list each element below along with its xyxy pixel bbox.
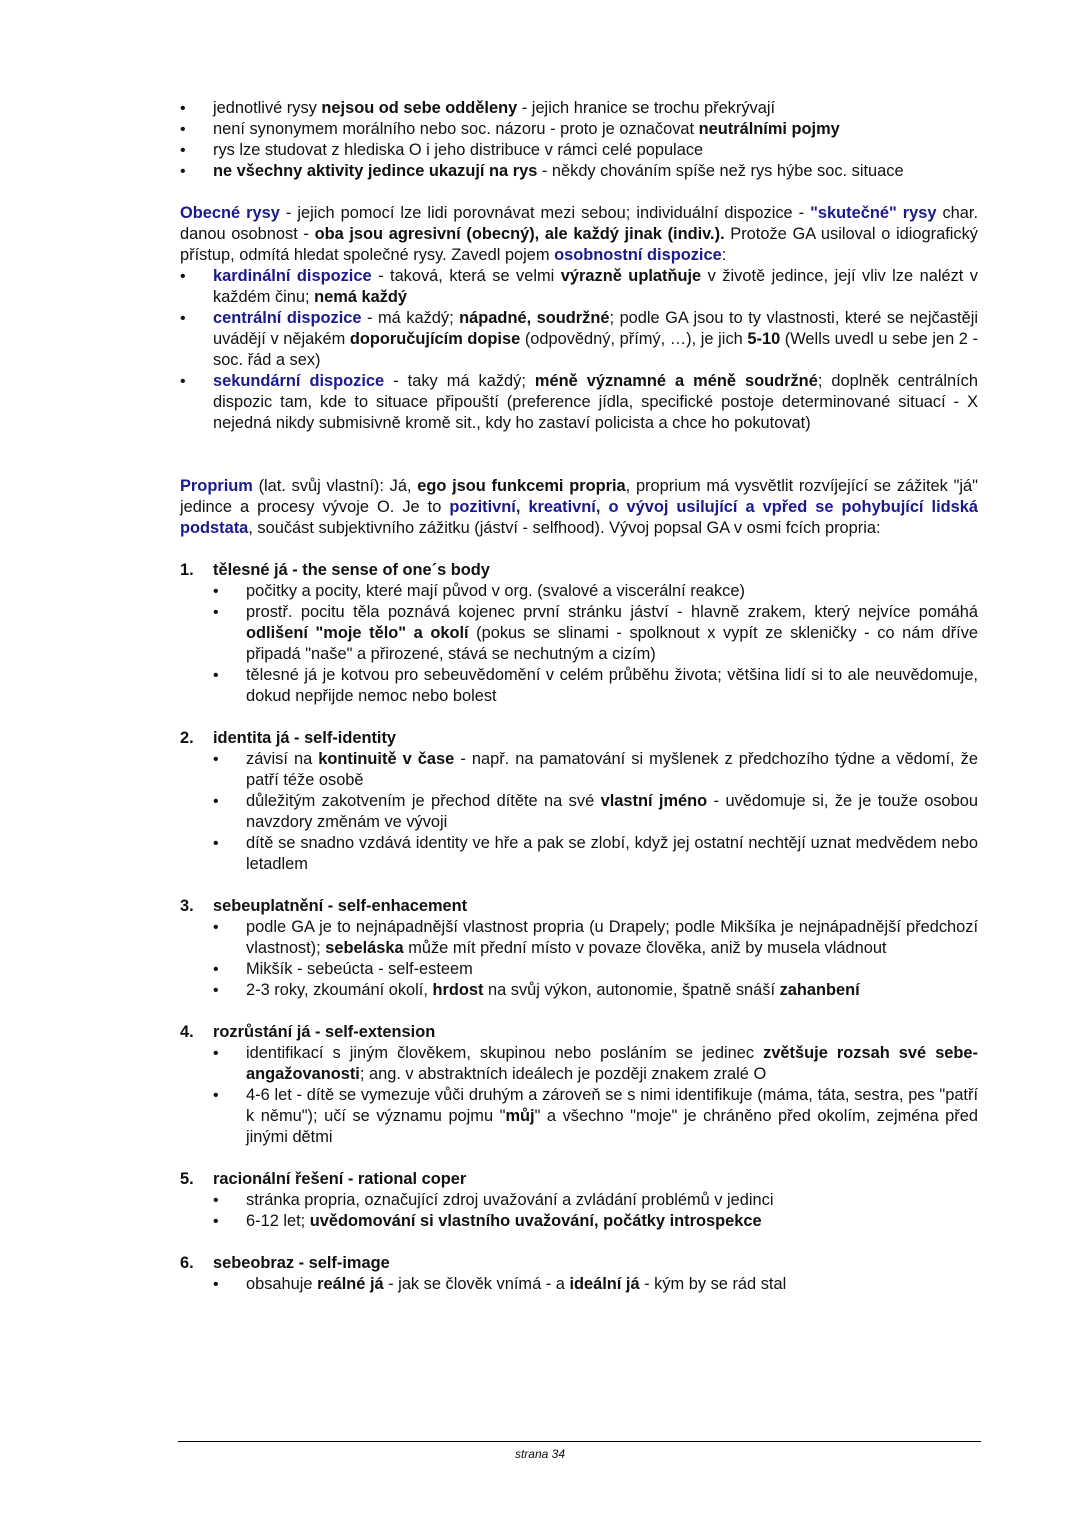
- proprium-function-section: [180, 1169, 978, 1232]
- proprium-function-section: [180, 896, 978, 1001]
- section-title: racionální řešení - rational coper: [213, 1170, 467, 1188]
- section-number: 6.: [180, 1254, 194, 1272]
- proprium-function-section: [180, 560, 978, 707]
- section-number: 1.: [180, 561, 194, 579]
- section-title: sebeuplatnění - self-enhacement: [213, 897, 468, 915]
- list-item: • Mikšík - sebeúcta - self-esteem: [213, 959, 978, 980]
- list-item: • prostř. pocitu těla poznává kojenec první stránku jáství - hlavně zrakem, který nejvíce pomáhá odlišení "moje tělo" a okolí (pokus se slinami - spolknout x vypít ze skleničky - co nám dříve připadá "naše" a přirozené, stává se nechutným a cizím): [213, 602, 978, 665]
- section-bullets: [213, 1043, 978, 1148]
- section-number: 3.: [180, 897, 194, 915]
- section-title: rozrůstání já - self-extension: [213, 1023, 436, 1041]
- list-item: • 2-3 roky, zkoumání okolí, hrdost na svůj výkon, autonomie, špatně snáší zahanbení: [213, 980, 978, 1001]
- trait-properties-list: [180, 98, 978, 182]
- section-bullets: [213, 917, 978, 1001]
- proprium-functions-list: [180, 560, 978, 1295]
- section-title: identita já - self-identity: [213, 729, 397, 747]
- list-item: • 6-12 let; uvědomování si vlastního uvažování, počátky introspekce: [213, 1211, 978, 1232]
- document-body: [180, 98, 978, 1295]
- list-item: • centrální dispozice - má každý; nápadné, soudržné; podle GA jsou to ty vlastnosti, které se nejčastěji uvádějí v nějakém doporučujícím dopise (odpovědný, přímý, …), je jich 5-10 (Wells uvedl u sebe jen 2 - soc. řád a sex): [180, 308, 978, 371]
- section-bullets: [213, 1274, 978, 1295]
- section-title: tělesné já - the sense of one´s body: [213, 561, 490, 579]
- list-item: • tělesné já je kotvou pro sebeuvědomění v celém průběhu života; většina lidí si to ale neuvědomuje, dokud nepřijde nemoc nebo bolest: [213, 665, 978, 707]
- list-item: • jednotlivé rysy nejsou od sebe odděleny - jejich hranice se trochu překrývají: [180, 98, 978, 119]
- list-item: • podle GA je to nejnápadnější vlastnost propria (u Drapely; podle Mikšíka je nejnápadnější předchozí vlastnost); sebeláska může mít přední místo v povaze člověka, aniž by musela vládnout: [213, 917, 978, 959]
- list-item: • sekundární dispozice - taky má každý; méně významné a méně soudržné; doplněk centrálních dispozic tam, kde to situace připouští (preference jídla, specifické postoje determinované situací - X nejedná nikdy submisivně kromě sit., kdy ho zastaví policista a chce ho pokutovat): [180, 371, 978, 434]
- proprium-paragraph: Proprium (lat. svůj vlastní): Já, ego jsou funkcemi propria, proprium má vysvětlit rozvíjející se zážitek "já" jedince a procesy vývoje O. Je to pozitivní, kreativní, o vývoj usilující a vpřed se pohybující lidská podstata, součást subjektivního zážitku (jáství - selfhood). Vývoj popsal GA v osmi fcích propria:: [180, 477, 978, 537]
- list-item: • důležitým zakotvením je přechod dítěte na své vlastní jméno - uvědomuje si, že je touže osobou navzdory změnám ve vývoji: [213, 791, 978, 833]
- section-number: 5.: [180, 1170, 194, 1188]
- page-number: strana 34: [514, 1447, 566, 1461]
- section-title: sebeobraz - self-image: [213, 1254, 390, 1272]
- section-bullets: [213, 749, 978, 875]
- list-item: • dítě se snadno vzdává identity ve hře a pak se zlobí, když jej ostatní nechtějí uznat medvědem nebo letadlem: [213, 833, 978, 875]
- proprium-function-section: [180, 1022, 978, 1148]
- section-bullets: [213, 581, 978, 707]
- obecne-rysy-paragraph: Obecné rysy - jejich pomocí lze lidi porovnávat mezi sebou; individuální dispozice - "skutečné" rysy char. danou osobnost - oba jsou agresivní (obecný), ale každý jinak (indiv.). Protože GA usiloval o idiografický přístup, odmítá hledat společné rysy. Zavedl pojem osobnostní dispozice:: [180, 204, 979, 264]
- list-item: • závisí na kontinuitě v čase - např. na pamatování si myšlenek z předchozího týdne a vědomí, že patří téže osobě: [213, 749, 978, 791]
- dispozice-list: [180, 266, 978, 434]
- list-item: • ne všechny aktivity jedince ukazují na rys - někdy chováním spíše než rys hýbe soc. situace: [180, 161, 978, 182]
- list-item: • rys lze studovat z hlediska O i jeho distribuce v rámci celé populace: [180, 140, 978, 161]
- proprium-function-section: [180, 728, 978, 875]
- proprium-function-section: [180, 1253, 978, 1295]
- list-item: • kardinální dispozice - taková, která se velmi výrazně uplatňuje v životě jedince, její vliv lze nalézt v každém činu; nemá každý: [180, 266, 978, 308]
- list-item: • stránka propria, označující zdroj uvažování a zvládání problémů v jedinci: [213, 1190, 978, 1211]
- list-item: • obsahuje reálné já - jak se člověk vnímá - a ideální já - kým by se rád stal: [213, 1274, 978, 1295]
- list-item: • počitky a pocity, které mají původ v org. (svalové a viscerální reakce): [213, 581, 978, 602]
- section-number: 4.: [180, 1023, 194, 1041]
- section-bullets: [213, 1190, 978, 1232]
- list-item: • není synonymem morálního nebo soc. názoru - proto je označovat neutrálními pojmy: [180, 119, 978, 140]
- list-item: • 4-6 let - dítě se vymezuje vůči druhým a zároveň se s nimi identifikuje (máma, táta, sestra, pes "patří k němu"); učí se významu pojmu "můj" a všechno "moje" je chráněno před okolím, zejména před jinými dětmi: [213, 1085, 978, 1148]
- list-item: • identifikací s jiným člověkem, skupinou nebo posláním se jedinec zvětšuje rozsah své sebe-angažovanosti; ang. v abstraktních ideálech je později znakem zralé O: [213, 1043, 978, 1085]
- section-number: 2.: [180, 729, 194, 747]
- footer-divider: [178, 1441, 981, 1442]
